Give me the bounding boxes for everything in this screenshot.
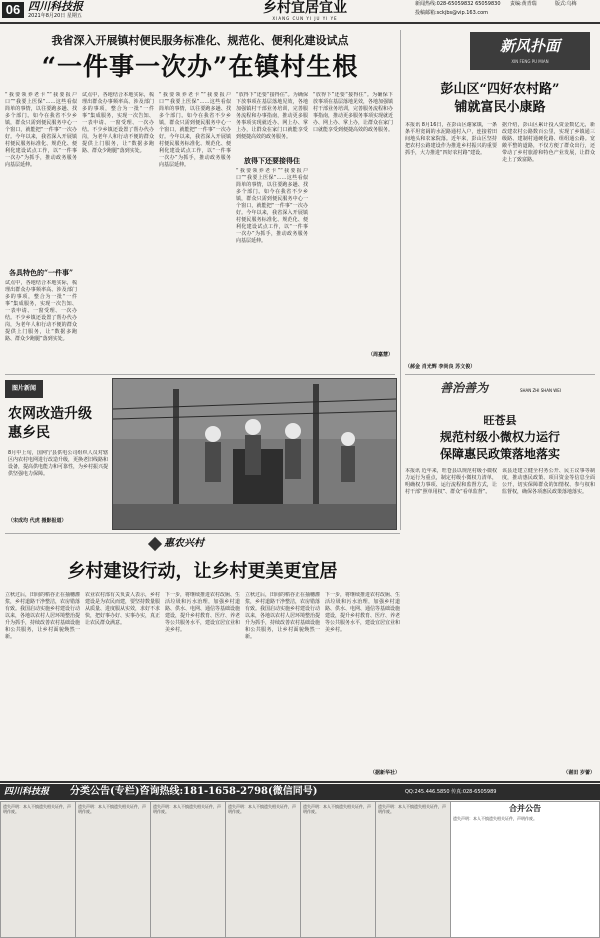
rural-body-col3: 下一步，将继续推进农村改厕、生活垃圾和污水治理，加强乡村道路、供水、电网、通信等基础设施建设，提升乡村教育、医疗、养老等公共服务水平，建设宜居宜业和美乡村。 [165, 592, 240, 633]
rural-body-col4: 立秋过后，田间的稻谷正在抽穗灌浆，乡村道路干净整洁，农房错落有致。我国启动实施乡村建设行动以来，各地以农村人居环境整治提升为抓手，持续改善农村基础设施和公共服务，让乡村面貌焕然一新。 [245, 592, 320, 640]
rural-banner-title: 惠农兴村 [164, 538, 204, 549]
pengshan-headline-2: 铺就富民小康路 [454, 100, 546, 115]
ad-cell [0, 801, 76, 938]
lead-body-col2: 试点中，各地结合本地实际，梳理出群众办事频率高、涉及部门多的事项，整合为一批“一件事”集成服务，实现一次告知、一表申请、一窗受理、一次办结。不少乡镇还设置了帮办代办岗，为老年人和行动不便的群众提供上门服务，让“数据多跑路、群众少跑腿”落到实处。 [82, 92, 154, 154]
shanzhi-headline-2: 保障惠民政策落地落实 [439, 447, 560, 461]
merger-notice-text: 遗失声明：本人不慎遗失相关证件，声明作废。 [453, 816, 537, 821]
photo-feature-caption: 8月中上旬，国网宁县供电公司组织人员对辖区内农村电网进行改造升级，更换老旧线路和设备，提高供电能力和可靠性，为乡村振兴提供坚强电力保障。 [8, 450, 108, 477]
merger-notice-title: 合并公告 [509, 803, 541, 813]
pengshan-headline-1: 彭山区“四好农村路” [440, 82, 560, 97]
editor-credit: 责编:黄青瑞 [510, 1, 537, 7]
linemen-illustration [113, 379, 396, 529]
ad-cell-text: 遗失声明：本人不慎遗失相关证件，声明作废。 [153, 804, 221, 814]
lead-body-col1: “我要领养老卡”“我要报户口”“我要上医保”……这些看似简单的事情，以往要跑多趟、找多个部门。如今在我省不少乡镇，群众只需到便民服务中心一个窗口，就能把“一件事”一次办好。今年以来，我省深入开展镇村便民服务标准化、规范化、便利化建设试点工作，以“一件事一次办”为抓手，推动政务服务向基层延伸。 [5, 92, 77, 168]
lead-subhead-1: 各具特色的“一件事” [8, 268, 74, 277]
ads-grid [0, 801, 600, 937]
ads-title: 分类公告(专栏)咨询热线:181-1658-2798(微信同号) [70, 786, 318, 797]
ads-paper-name: 四川科技报 [4, 787, 50, 797]
shanzhi-headline-1: 规范村级小微权力运行 [439, 430, 560, 444]
pengshan-body-col2: 据介绍，彭山区累计投入资金数亿元，新改建农村公路数百公里，实现了乡镇通三级路、建制村通硬化路、组组通公路。宽敞平整的道路，不仅方便了群众出行，还带动了乡村旅游和特色产业发展，让群众走上了致富路。 [502, 122, 595, 163]
right-column-divider [400, 30, 401, 530]
xinfeng-banner-title: 新风扑面 [499, 37, 560, 55]
rural-banner [150, 536, 270, 552]
ad-cell [375, 801, 451, 938]
lead-body-col4b: “我要领养老卡”“我要报户口”“我要上医保”……这些看似简单的事情，以往要跑多趟、找多个部门。如今在我省不少乡镇，群众只需到便民服务中心一个窗口，就能把“一件事”一次办好。今年以来，我省深入开展镇村便民服务标准化、规范化、便利化建设试点工作，以“一件事一次办”为抓手，推动政务服务向基层延伸。 [236, 168, 308, 244]
pengshan-byline: （郝金 肖光辉 李尚良 苏文俊） [405, 364, 476, 370]
header-rule [0, 22, 600, 24]
photo-tag: 图片新闻 [5, 380, 43, 398]
ad-cell-text: 遗失声明：本人不慎遗失相关证件，声明作废。 [228, 804, 296, 814]
rural-body-col5: 下一步，将继续推进农村改厕、生活垃圾和污水治理，加强乡村道路、供水、电网、通信等基础设施建设，提升乡村教育、医疗、养老等公共服务水平，建设宜居宜业和美乡村。 [325, 592, 400, 633]
xinfeng-banner [470, 32, 590, 70]
right-section-rule [405, 374, 595, 375]
submission-email: 投稿邮箱:sckjbs@vip.163.com [415, 10, 489, 16]
photo-feature-title: 农网改造升级 惠乡民 [8, 406, 92, 441]
shanzhi-byline: （谢田 岁蕾） [563, 770, 595, 776]
ad-cell [150, 801, 226, 938]
rural-headline: 乡村建设行动，让乡村更美更宜居 [67, 561, 338, 582]
lead-body-col3: “我要领养老卡”“我要报户口”“我要上医保”……这些看似简单的事情，以往要跑多趟、找多个部门。如今在我省不少乡镇，群众只需到便民服务中心一个窗口，就能把“一件事”一次办好。今年以来，我省深入开展镇村便民服务标准化、规范化、便利化建设试点工作，以“一件事一次办”为抓手，推动政务服务向基层延伸。 [159, 92, 231, 168]
news-hotline: 新闻热线:028-65059832 65059830 [415, 1, 501, 7]
lead-kicker: 我省深入开展镇村便民服务标准化、规范化、便利化建设试点 [51, 34, 349, 47]
lead-body-col4: “放得下”还要“接得住”。为确保下放事项在基层落地见效，各地加强镇村干部业务培训，完善服务流程和办事指南，推动更多服务事项实现就近办、网上办、掌上办，让群众在家门口就能享受到便捷高效的政务服务。 [236, 92, 308, 140]
ads-top-rule [0, 781, 600, 783]
shanzhi-banner-title: 善治善为 [440, 381, 489, 395]
linemen-photo [112, 378, 397, 530]
lead-subhead-2: 放得下还要接得住 [244, 156, 300, 165]
designer-credit: 版式:乌梅 [555, 1, 577, 7]
lead-body-col1b: 试点中，各地结合本地实际，梳理出群众办事频率高、涉及部门多的事项，整合为一批“一件事”集成服务，实现一次告知、一表申请、一窗受理、一次办结。不少乡镇还设置了帮办代办岗，为老年人和行动不便的群众提供上门服务，让“数据多跑路、群众少跑腿”落到实处。 [5, 280, 77, 342]
rural-top-rule [5, 533, 400, 534]
rural-body-col2: 农业农村部有关负责人表示，乡村建设是为农民而建，要坚持数量服从质量、进度服从实效，求好不求快，把好事办好、实事办实，真正让农民群众满意。 [85, 592, 160, 626]
photo-feature-byline: （宋成均 代虎 摄影报道） [8, 518, 67, 524]
ad-cell [75, 801, 151, 938]
ads-header [0, 784, 600, 800]
lead-bottom-rule [5, 374, 395, 375]
shanzhi-body-col2: 该县还建立健全村务公开、民主议事等制度，推动惠民政策、项目资金等信息全面公开，切实保障群众的知情权、参与权和监督权，确保各项惠民政策落地落实。 [502, 468, 595, 495]
shanzhi-body-col1: 本报讯 近年来，旺苍县以规范村级小微权力运行为重点，制定村级小微权力清单，明确权力事项、运行流程和监督方式，让村干部“照单用权”、群众“看单监督”。 [405, 468, 497, 495]
ad-cell-text: 遗失声明：本人不慎遗失相关证件，声明作废。 [303, 804, 371, 814]
page-number: 06 [2, 2, 24, 18]
rural-body-col1: 立秋过后，田间的稻谷正在抽穗灌浆，乡村道路干净整洁，农房错落有致。我国启动实施乡村建设行动以来，各地以农村人居环境整治提升为抓手，持续改善农村基础设施和公共服务，让乡村面貌焕然一新。 [5, 592, 80, 640]
lead-body-col5: “放得下”还要“接得住”。为确保下放事项在基层落地见效，各地加强镇村干部业务培训，完善服务流程和办事指南，推动更多服务事项实现就近办、网上办、掌上办，让群众在家门口就能享受到便捷高效的政务服务。 [313, 92, 393, 133]
ad-cell-text: 遗失声明：本人不慎遗失相关证件，声明作废。 [78, 804, 146, 814]
paper-name: 四川科技报 [28, 0, 83, 13]
section-pinyin: XIANG CUN YI JU YI YE [272, 16, 338, 21]
shanzhi-banner-pinyin: SHAN ZHI SHAN WEI [520, 388, 561, 393]
ad-cell-text: 遗失声明：本人不慎遗失相关证件，声明作废。 [3, 804, 71, 814]
merger-notice [450, 801, 600, 938]
ads-contact: QQ:245.446.5850 传真:028-6505989 [405, 789, 497, 795]
ad-cell [300, 801, 376, 938]
page-header [0, 0, 600, 22]
section-title: 乡村宜居宜业 [263, 0, 347, 16]
lead-headline: “一件事一次办”在镇村生根 [41, 52, 359, 81]
rural-byline: （据新华社） [369, 770, 400, 776]
ad-cell-text: 遗失声明：本人不慎遗失相关证件，声明作废。 [378, 804, 446, 814]
ad-cell [225, 801, 301, 938]
xinfeng-banner-pinyin: XIN FENG PU MIAN [511, 59, 549, 64]
shanzhi-banner [440, 380, 590, 408]
rural-banner-icon [148, 537, 162, 551]
shanzhi-tag: 旺苍县 [483, 414, 517, 427]
issue-date: 2021年8月20日 星期五 [28, 13, 82, 19]
pengshan-body-col1: 本报讯 8月16日，在彭山区谢家镇，一条条平坦宽阔的水泥路通村入户，连接着田间地头和农家院落。近年来，彭山区坚持把农村公路建设作为推进乡村振兴的重要抓手，大力推进“四好农村路”建设。 [405, 122, 497, 156]
lead-byline: （周嘉慧） [367, 352, 393, 358]
